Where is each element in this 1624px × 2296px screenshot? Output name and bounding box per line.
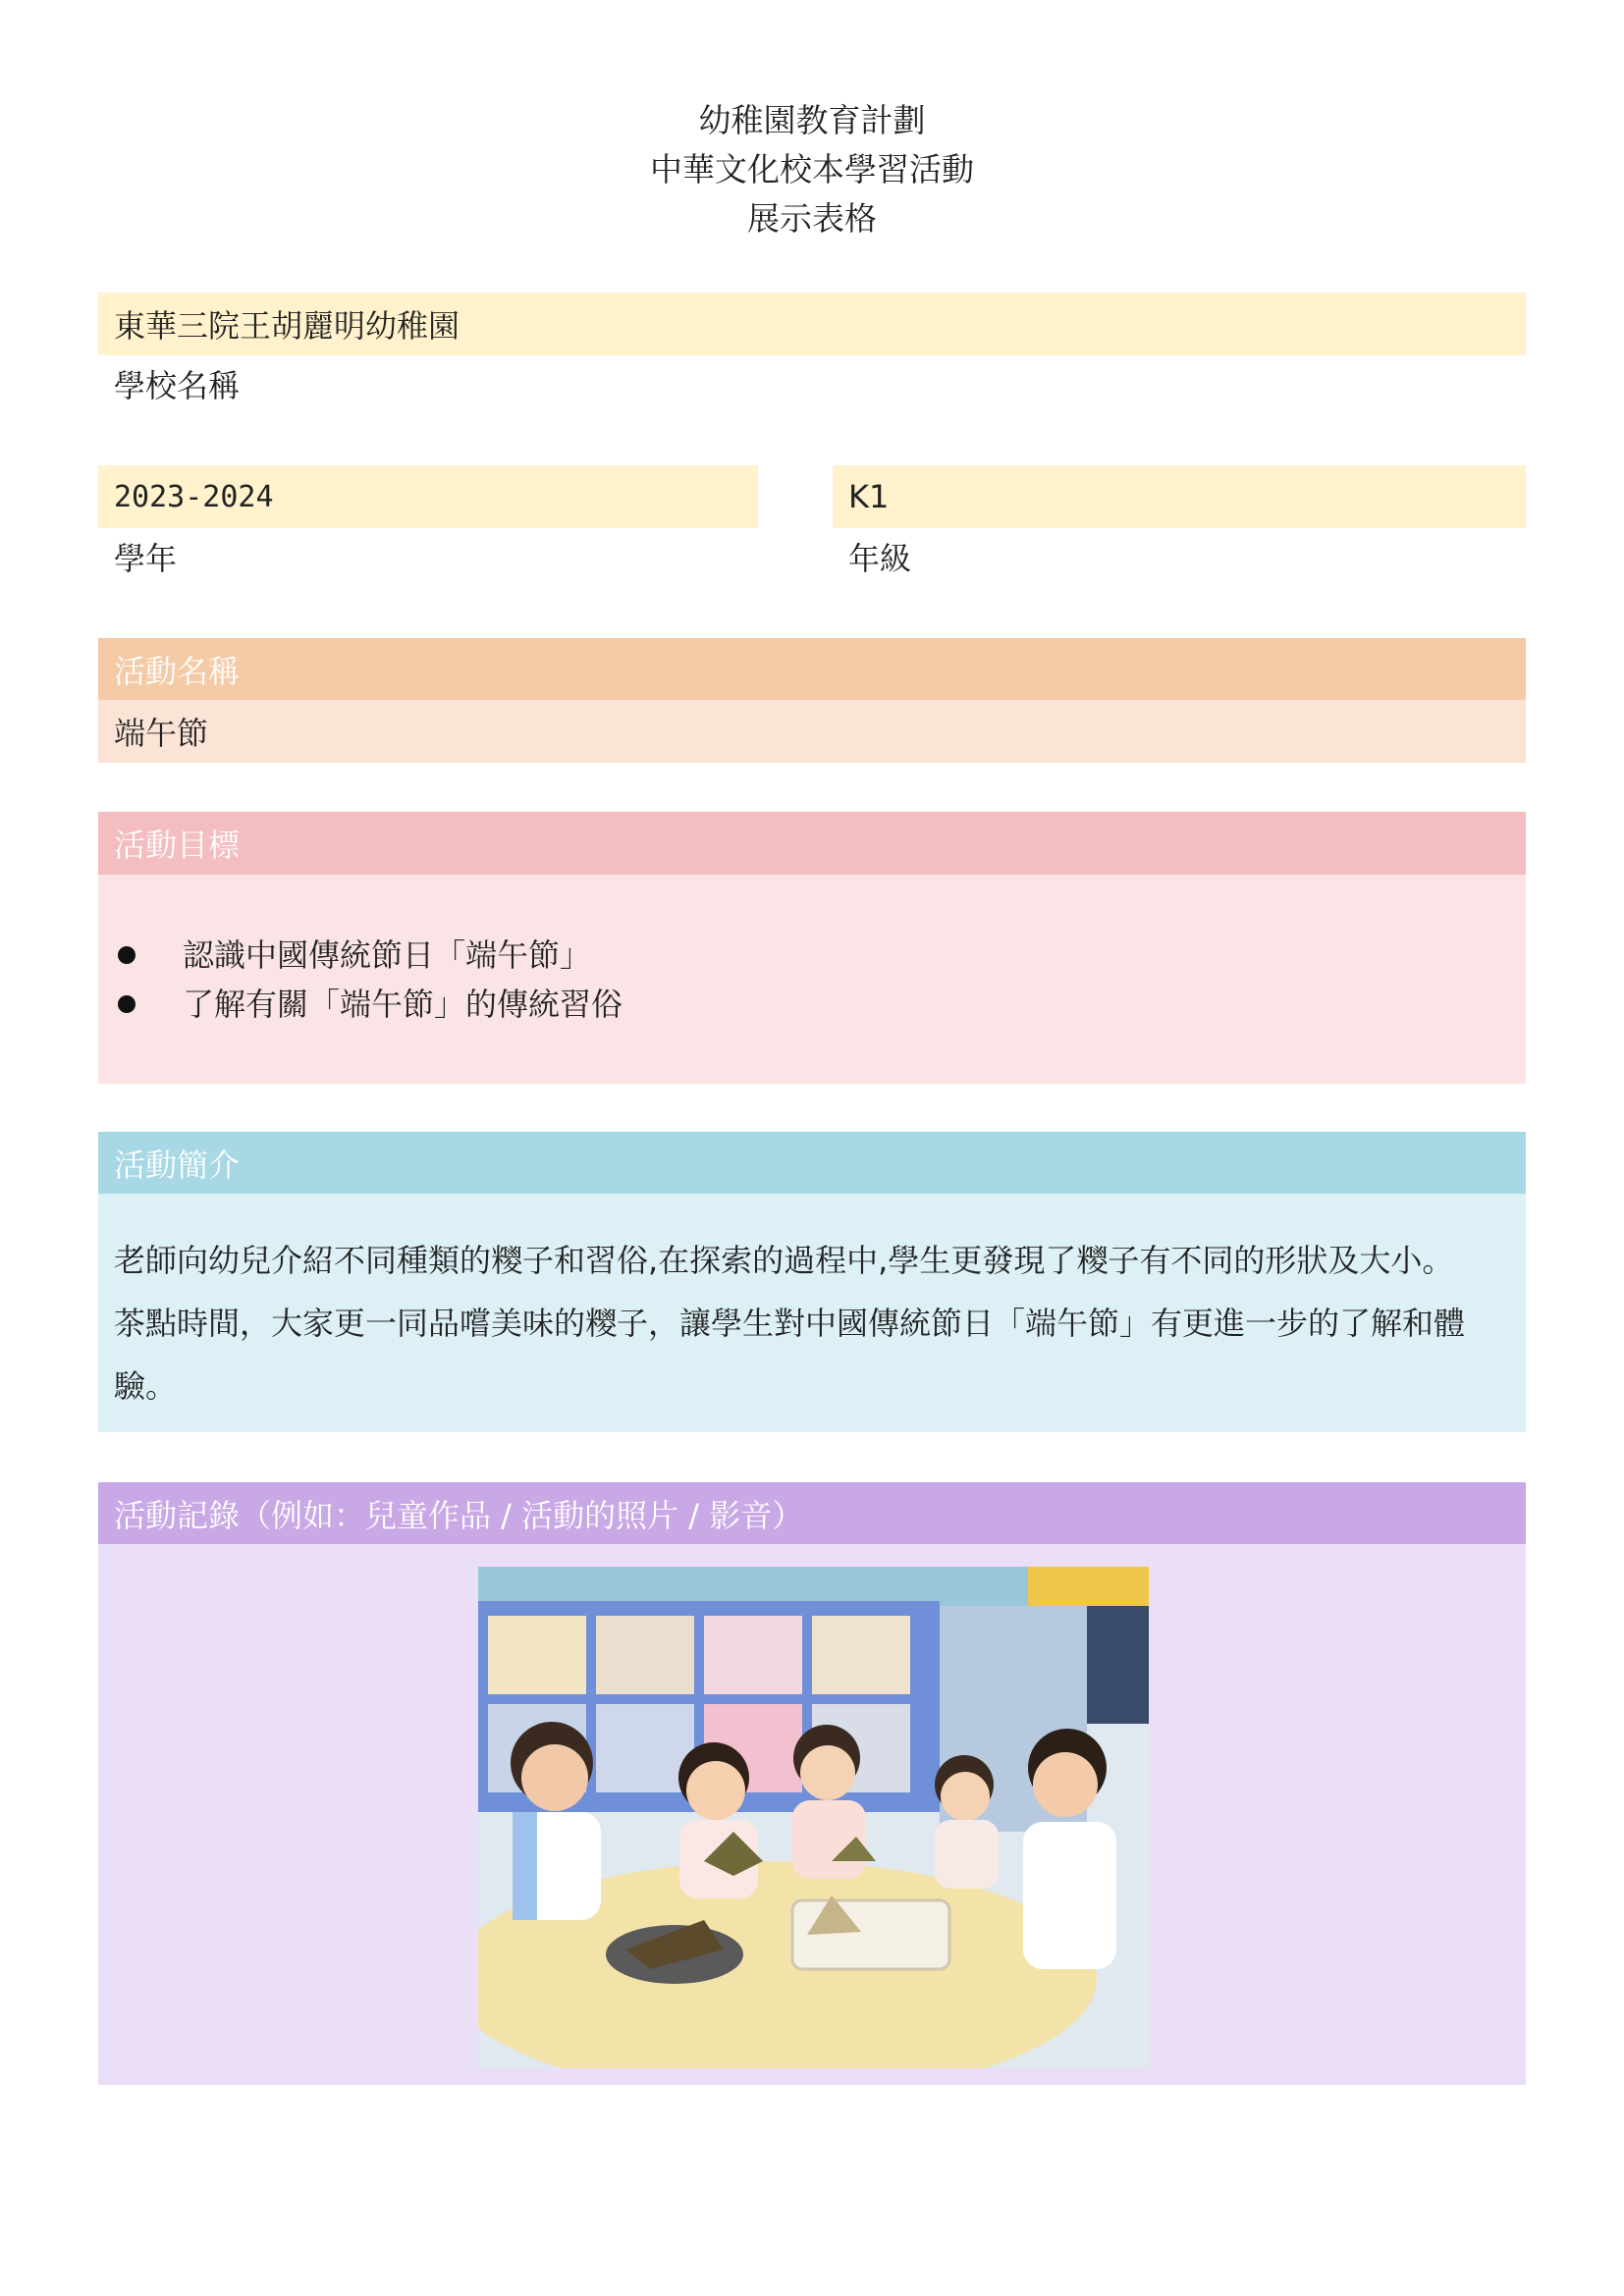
objectives-heading: 活動目標 (98, 812, 1526, 875)
intro-paragraph-line2: 茶點時間，大家更一同品嚐美味的糭子，讓學生對中國傳統節日「端午節」有更進一步的了解和體 (114, 1305, 1466, 1342)
objective-item (116, 980, 623, 1029)
intro-paragraph-line1: 老師向幼兒介紹不同種類的糭子和習俗,在探索的過程中,學生更發現了糭子有不同的形狀及大小。 (114, 1242, 1454, 1279)
doc-title-line1: 幼稚園教育計劃 (698, 101, 926, 139)
doc-title-line3: 展示表格 (747, 199, 877, 238)
bullet-icon (118, 995, 135, 1013)
objective-item (116, 931, 591, 980)
school-year-field: 2023-2024 (98, 465, 758, 528)
intro-paragraph-line3: 驗。 (114, 1367, 178, 1405)
bullet-icon (118, 946, 135, 964)
activity-name-heading: 活動名稱 (98, 638, 1526, 700)
grade-field: K1 (833, 465, 1526, 528)
activity-name-value: 端午節 (98, 700, 1526, 763)
doc-title-line2: 中華文化校本學習活動 (650, 150, 974, 188)
activity-photo-illustration (478, 1567, 1149, 2068)
objective-text: 了解有關「端午節」的傳統習俗 (183, 986, 623, 1023)
objective-text: 認識中國傳統節日「端午節」 (183, 936, 592, 974)
grade-label: 年級 (848, 540, 912, 577)
record-heading: 活動記錄（例如：兒童作品 / 活動的照片 / 影音） (98, 1482, 1526, 1544)
school-year-label: 學年 (114, 540, 178, 577)
intro-heading: 活動簡介 (98, 1132, 1526, 1194)
school-name-field: 東華三院王胡麗明幼稚園 (98, 293, 1526, 355)
activity-photo (478, 1567, 1149, 2068)
school-name-label: 學校名稱 (114, 367, 241, 404)
